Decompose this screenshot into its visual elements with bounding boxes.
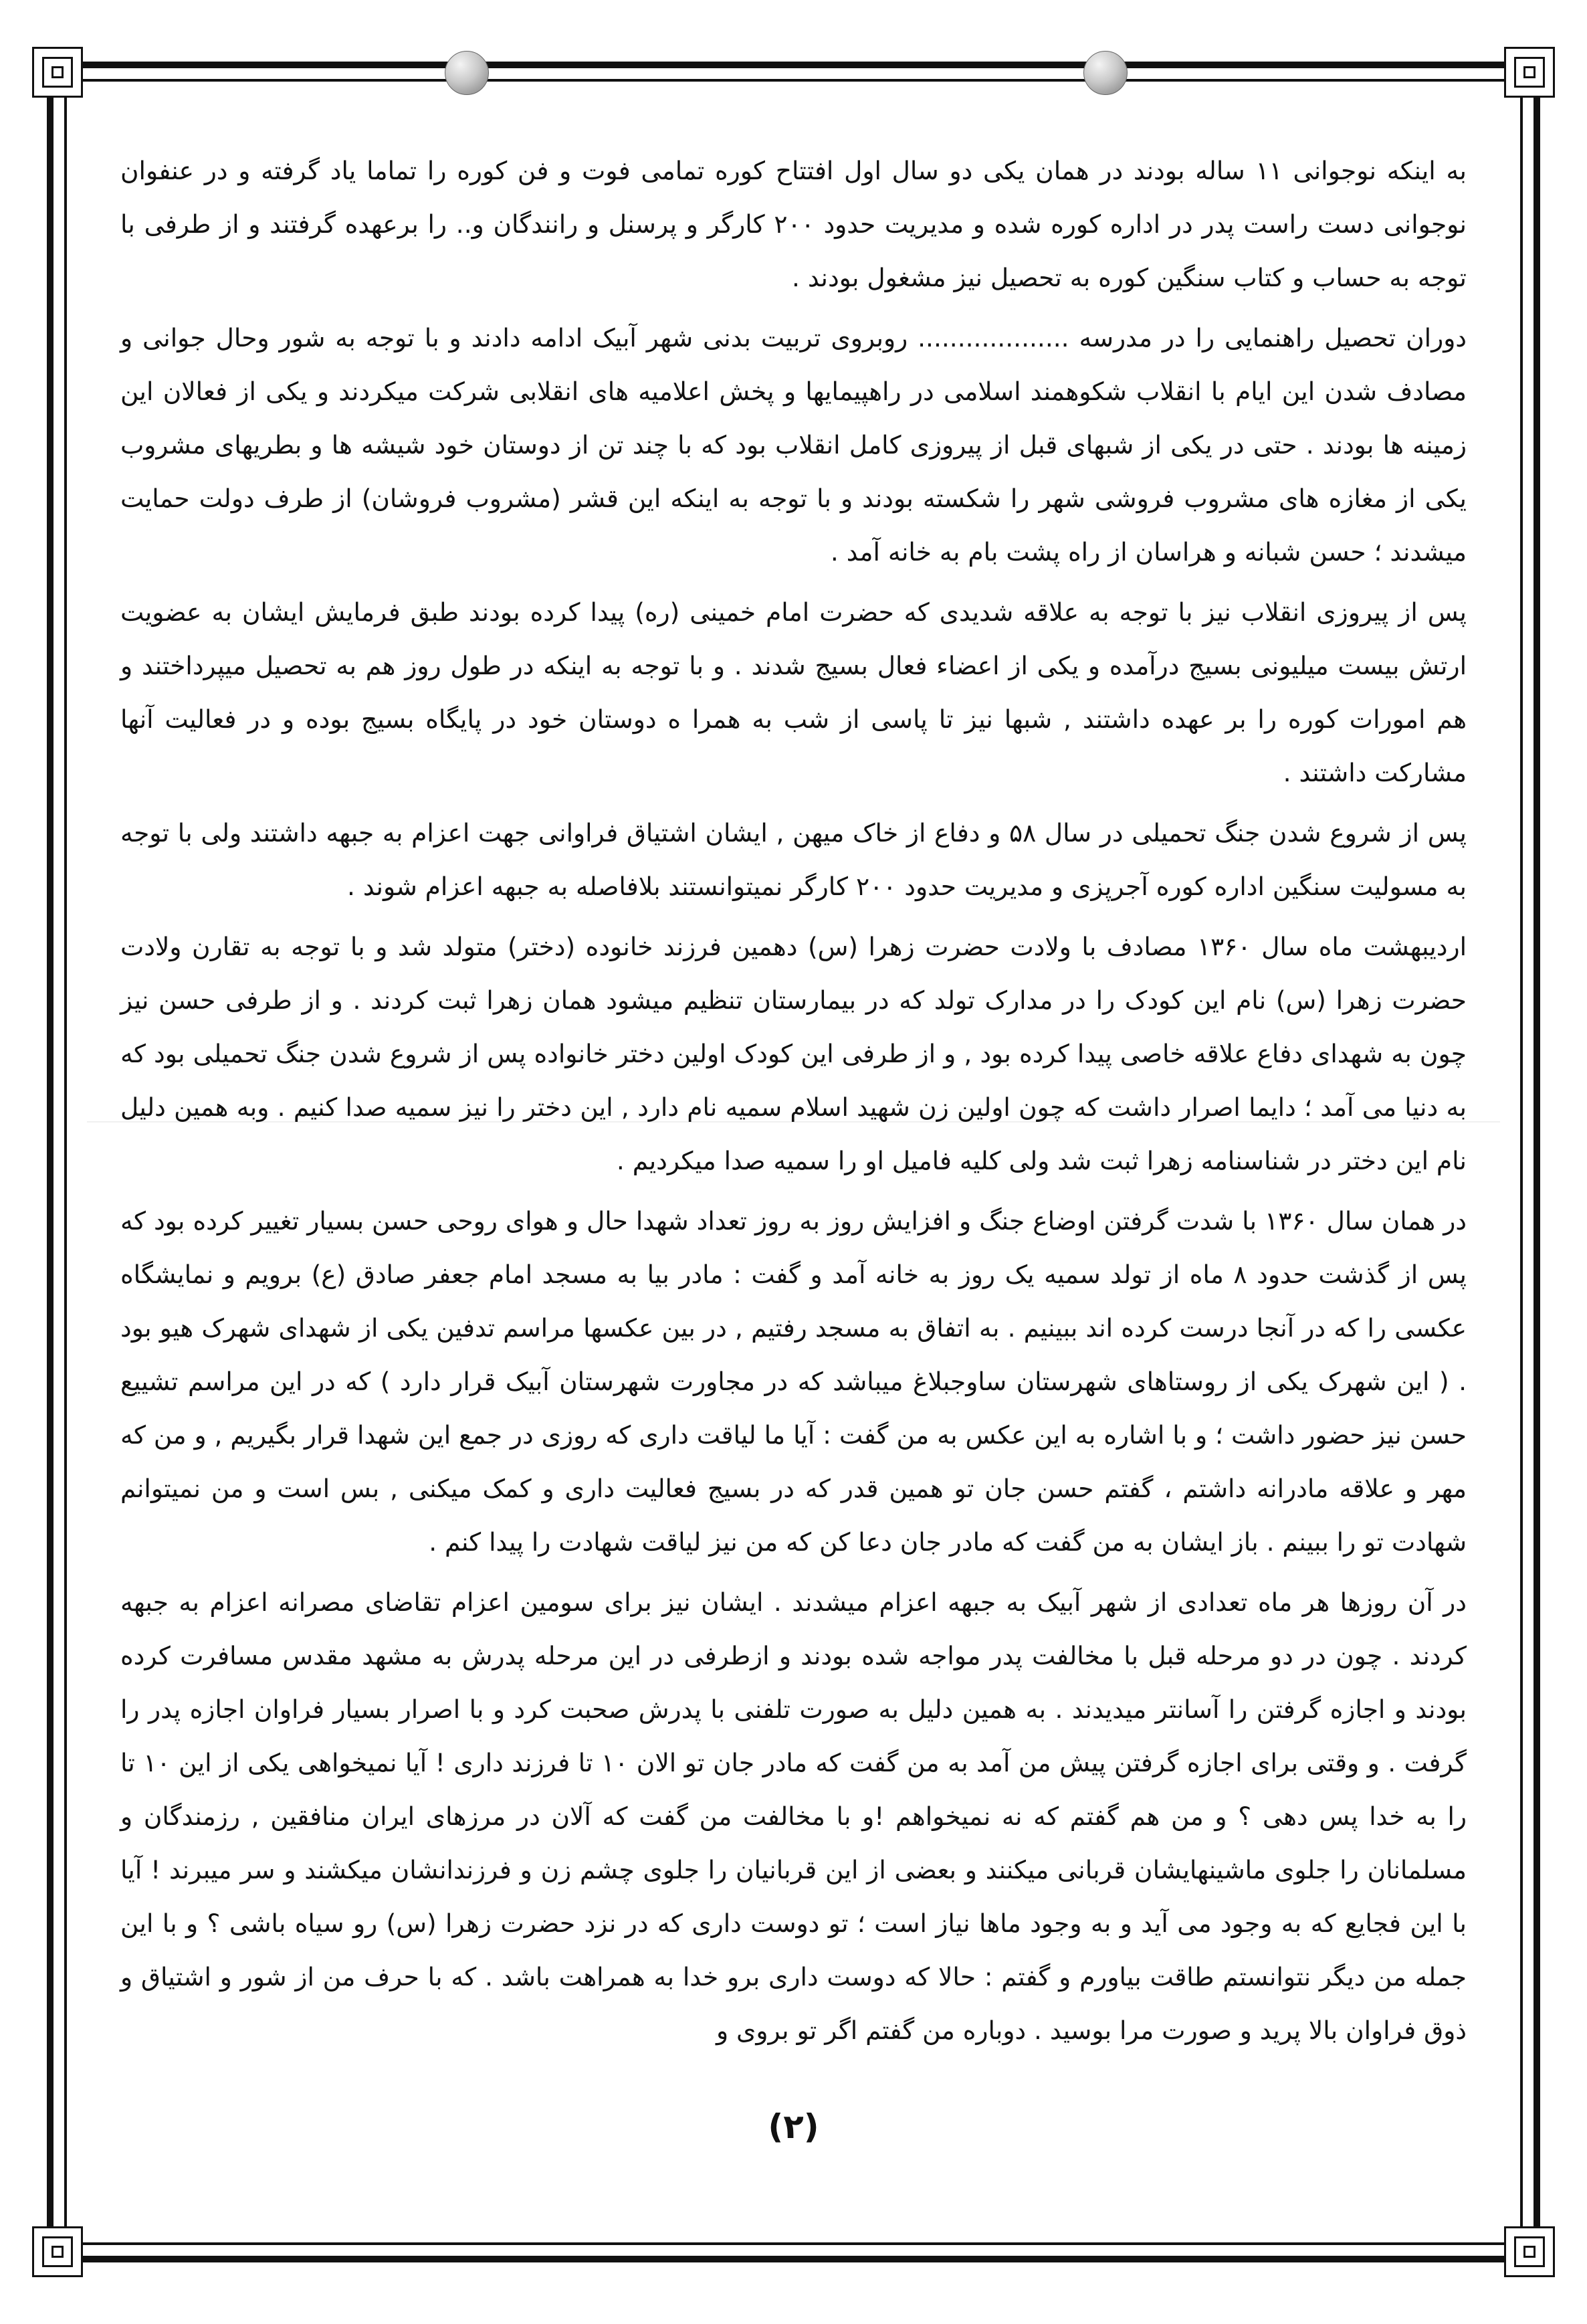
paragraph: اردیبهشت ماه سال ۱۳۶۰ مصادف با ولادت حضرت زهرا (س) دهمین فرزند خانوده (دختر) متولد شد و با توجه به تقارن ولادت حضرت زهرا (س) نام این کودک را در مدارک تولد که در بیمارستان تنظیم میشود همان زهرا ثبت کردند . و از طرفی حسن نیز چون به شهدای دفاع علاقه خاصی پیدا کرده بود , و از طرفی این کودک اولین دختر خانواده پس از شروع شدن جنگ تحمیلی بود که به دنیا می آمد ؛ دایما اصرار داشت که چون اولین زن شهید اسلام سمیه نام دارد , این دختر را نیز سمیه صدا کنیم . وبه همین دلیل نام این دختر در شناسنامه زهرا ثبت شد ولی کلیه فامیل او را سمیه صدا میکردیم . <box>120 932 1467 1175</box>
corner-ornament-bottom-left <box>32 2226 83 2277</box>
paragraph: دوران تحصیل راهنمایی را در مدرسه ................... روبروی تربیت بدنی شهر آبیک ادامه دادند و با توجه به شور وحال جوانی و مصادف شدن این ایام با انقلاب شکوهمند اسلامی در راهپیمایها و پخش اعلامیه های انقلابی شرکت میکردند و یکی از فعالان این زمینه ها بودند . حتی در یکی از شبهای قبل از پیروزی کامل انقلاب بود که با چند تن از دوستان خود شیشه ها و بطریهای مشروب یکی از مغازه های مشروب فروشی شهر را شکسته بودند و با توجه به اینکه این قشر (مشروب فروشان) از طرف دولت حمایت میشدند ؛ حسن شبانه و هراسان از راه پشت بام به خانه آمد . <box>120 323 1467 567</box>
pushpin-icon <box>1083 51 1128 95</box>
page-number: (۲) <box>768 2107 819 2146</box>
corner-ornament-top-right <box>1504 47 1555 98</box>
paragraph: به اینکه نوجوانی ۱۱ ساله بودند در همان یکی دو سال اول افتتاح کوره تمامی فوت و فن کوره را تماما یاد گرفته و در عنفوان نوجوانی دست راست پدر در اداره کوره شده و مدیریت حدود ۲۰۰ کارگر و پرسنل و رانندگان و.. را برعهده گرفتند و از طرفی با توجه به حساب و کتاب سنگین کوره به تحصیل نیز مشغول بودند . <box>120 156 1467 292</box>
document-body <box>120 144 1467 2064</box>
corner-ornament-bottom-right <box>1504 2226 1555 2277</box>
pushpin-icon <box>445 51 489 95</box>
paragraph: پس از پیروزی انقلاب نیز با توجه به علاقه شدیدی که حضرت امام خمینی (ره) پیدا کرده بودند طبق فرمایش ایشان به عضویت ارتش بیست میلیونی بسیج درآمده و یکی از اعضاء فعال بسیج شدند . و با توجه به اینکه در طول روز هم به تحصیل میپرداختند و هم امورات کوره را بر عهده داشتند , شبها نیز تا پاسی از شب به همرا ه دوستان خود در پایگاه بسیج بوده و در فعالیت آنها مشارکت داشتند . <box>120 597 1467 787</box>
paragraph: در همان سال ۱۳۶۰ با شدت گرفتن اوضاع جنگ و افزایش روز به روز تعداد شهدا حال و هوای روحی حسن بسیار تغییر کرده بود که پس از گذشت حدود ۸ ماه از تولد سمیه یک روز به خانه آمد و گفت : مادر بیا به مسجد امام جعفر صادق (ع) برویم و نمایشگاه عکسی را که در آنجا درست کرده اند ببینیم . به اتفاق به مسجد رفتیم , در بین عکسها مراسم تدفین یکی از شهدای شهرک هیو بود . ( این شهرک یکی از روستاهای شهرستان ساوجبلاغ میباشد که در مجاورت شهرستان آبیک قرار دارد ) که در این مراسم تشییع حسن نیز حضور داشت ؛ و با اشاره به این عکس به من گفت : آیا ما لیاقت داری که روزی در جمع این شهدا قرار بگیریم , و من که مهر و علاقه مادرانه داشتم ، گفتم حسن جان تو همین قدر که در بسیج فعالیت داری و کمک میکنی , بس است و من نمیتوانم شهادت تو را ببینم . باز ایشان به من گفت که مادر جان دعا کن که من نیز لیاقت شهادت را پیدا کنم . <box>120 1206 1467 1557</box>
paragraph: پس از شروع شدن جنگ تحمیلی در سال ۵۸ و دفاع از خاک میهن , ایشان اشتیاق فراوانی جهت اعزام به جبهه داشتند ولی با توجه به مسولیت سنگین اداره کوره آجرپزی و مدیریت حدود ۲۰۰ کارگر نمیتوانستند بلافاصله به جبهه اعزام شوند . <box>120 818 1467 901</box>
corner-ornament-top-left <box>32 47 83 98</box>
paragraph: در آن روزها هر ماه تعدادی از شهر آبیک به جبهه اعزام میشدند . ایشان نیز برای سومین اعزام تقاضای مصرانه اعزام به جبهه کردند . چون در دو مرحله قبل با مخالفت پدر مواجه شده بودند و ازطرفی در این مرحله پدرش به مشهد مقدس مسافرت کرده بودند و اجازه گرفتن را آسانتر میدیدند . به همین دلیل به صورت تلفنی با پدرش صحبت کرد و با اصرار بسیار فراوان اجازه پدر را گرفت . و وقتی برای اجازه گرفتن پیش من آمد به من گفت که مادر جان تو الان ۱۰ تا فرزند داری ! آیا نمیخواهی یکی از این ۱۰ تا را به خدا پس دهی ؟ و من هم گفتم که نه نمیخواهم !و با مخالفت من گفت که آلان در مرزهای ایران منافقین , رزمندگان و مسلمانان را جلوی ماشینهایشان قربانی میکنند و بعضی از این قربانیان را جلوی چشم زن و فرزندانشان میکشند و سر میبرند ! آیا با این فجایع که به وجود می آید و به وجود ماها نیاز است ؛ تو دوست داری که در نزد حضرت زهرا (س) رو سیاه باشی ؟ و با این جمله من دیگر نتوانستم طاقت بیاورم و گفتم : حالا که دوست داری برو خدا به همراهت باشد . که با حرف من از شور و اشتیاق و ذوق فراوان بالا پرید و صورت مرا بوسید . دوباره من گفتم اگر تو بروی و <box>120 1587 1467 2045</box>
